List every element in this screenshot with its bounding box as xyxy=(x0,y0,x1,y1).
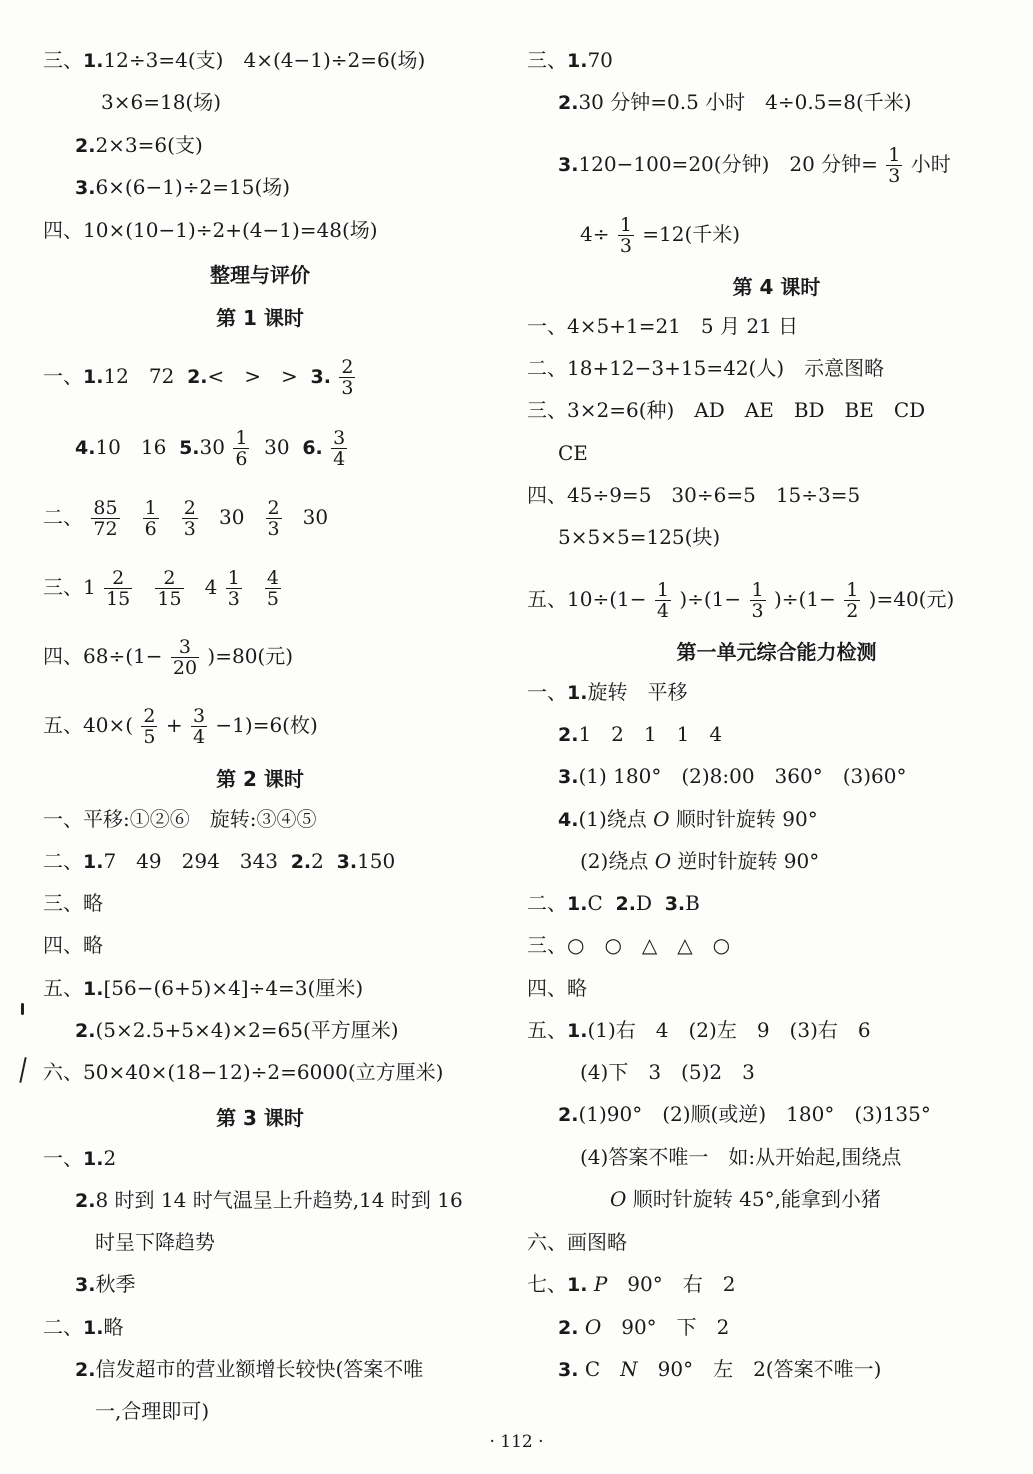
answer-line: 一、1.2 xyxy=(43,1146,117,1170)
fraction: $\frac{1}{4}$ xyxy=(656,579,669,622)
answer-line: 2.信发超市的营业额增长较快(答案不唯 xyxy=(75,1357,424,1381)
answer-line: 2. O 90° 下 2 xyxy=(558,1315,730,1339)
answer-line: 3.秋季 xyxy=(75,1272,136,1296)
answer-line: 一、1.12 72 2.< > > 3. $\frac{2}{3}$ xyxy=(43,356,354,399)
answer-line: 2.8 时到 14 时气温呈上升趋势,14 时到 16 xyxy=(75,1188,463,1212)
fraction: $\frac{1}{2}$ xyxy=(846,579,859,622)
fraction: $\frac{2}{5}$ xyxy=(143,705,156,748)
fraction: $\frac{3}{20}$ xyxy=(172,636,198,679)
answer-line: 2.30 分钟=0.5 小时 4÷0.5=8(千米) xyxy=(558,90,912,114)
section-heading: 整理与评价 xyxy=(210,263,310,287)
answer-line: 五、1.[56−(6+5)×4]÷4=3(厘米) xyxy=(43,976,364,1000)
fraction: $\frac{2}{3}$ xyxy=(341,356,354,399)
answer-line: 三、1 $\frac{2}{15}$ $\frac{2}{15}$ 4 $\frac{1}{3}$ $\frac{4}{5}$ xyxy=(43,567,279,610)
answer-line: 六、画图略 xyxy=(527,1230,627,1254)
fraction: $\frac{1}{3}$ xyxy=(227,567,240,610)
fraction: $\frac{2}{15}$ xyxy=(157,567,182,610)
answer-line: 四、略 xyxy=(527,976,587,1000)
fraction: $\frac{3}{4}$ xyxy=(192,705,206,748)
answer-line: CE xyxy=(558,441,588,465)
answer-line: 四、10×(10−1)÷2+(4−1)=48(场) xyxy=(43,218,378,242)
answer-line: 五、40×( $\frac{2}{5}$ + $\frac{3}{4}$ −1)=6(枚) xyxy=(43,705,318,748)
answer-line: 3.(1) 180° (2)8:00 360° (3)60° xyxy=(558,764,907,788)
fraction: $\frac{2}{3}$ xyxy=(267,497,280,540)
answer-line: (4)下 3 (5)2 3 xyxy=(580,1060,755,1084)
lesson-heading: 第 4 课时 xyxy=(732,275,821,299)
answer-line: (2)绕点 O 逆时针旋转 90° xyxy=(580,849,820,873)
answer-line: 二、1.7 49 294 343 2.2 3.150 xyxy=(43,849,396,873)
answer-line: 5×5×5=125(块) xyxy=(558,525,721,549)
fraction: $\frac{4}{5}$ xyxy=(266,567,279,610)
section-heading: 第一单元综合能力检测 xyxy=(676,640,877,664)
fraction: $\frac{85}{72}$ xyxy=(93,497,118,540)
answer-line: 2.(5×2.5+5×4)×2=65(平方厘米) xyxy=(75,1018,399,1042)
answer-line: 六、50×40×(18−12)÷2=6000(立方厘米) xyxy=(43,1060,444,1084)
answer-line: 2.2×3=6(支) xyxy=(75,133,203,157)
answer-line: 3.120−100=20(分钟) 20 分钟= $\frac{1}{3}$ 小时 xyxy=(558,144,951,187)
answer-line: 五、10÷(1− $\frac{1}{4}$ )÷(1− $\frac{1}{3}$ )÷(1− $\frac{1}{2}$ )=40(元) xyxy=(527,579,955,622)
fraction: $\frac{2}{3}$ xyxy=(183,497,196,540)
lesson-heading: 第 3 课时 xyxy=(216,1106,304,1130)
answer-line: 七、1. P 90° 右 2 xyxy=(527,1272,736,1296)
fraction: $\frac{1}{6}$ xyxy=(144,497,157,540)
scan-mark xyxy=(19,1057,26,1083)
answer-line: 4.10 16 5.30 $\frac{1}{6}$ 30 6. $\frac{3}{4}$ xyxy=(75,427,346,470)
answer-line: (4)答案不唯一 如:从开始起,围绕点 xyxy=(580,1145,902,1169)
scan-mark xyxy=(21,1003,24,1015)
answer-line: 四、68÷(1− $\frac{3}{20}$ )=80(元) xyxy=(43,636,294,679)
answer-line: 时呈下降趋势 xyxy=(95,1230,215,1254)
answer-line: 四、略 xyxy=(43,933,103,957)
answer-line: 2.(1)90° (2)顺(或逆) 180° (3)135° xyxy=(558,1102,931,1126)
answer-line: 4.(1)绕点 O 顺时针旋转 90° xyxy=(558,807,818,831)
answer-line: 一、1.旋转 平移 xyxy=(527,680,688,704)
answer-line: 五、1.(1)右 4 (2)左 9 (3)右 6 xyxy=(527,1018,871,1042)
answer-line: 一、平移:①②⑥ 旋转:③④⑤ xyxy=(43,807,317,831)
answer-line: 三、○ ○ △ △ ○ xyxy=(527,933,731,957)
answer-line: 二、 $\frac{85}{72}$ $\frac{1}{6}$ $\frac{2}{3}$ 30 $\frac{2}{3}$ 30 xyxy=(43,497,329,540)
fraction: $\frac{1}{3}$ xyxy=(751,579,764,622)
fraction: $\frac{2}{15}$ xyxy=(106,567,131,610)
answer-line: 3. C N 90° 左 2(答案不唯一) xyxy=(558,1357,882,1381)
answer-line: 二、1.略 xyxy=(43,1315,124,1339)
answer-line: 3.6×(6−1)÷2=15(场) xyxy=(75,175,291,199)
page-number: · 112 · xyxy=(489,1432,544,1452)
answer-line: 三、略 xyxy=(43,891,103,915)
lesson-heading: 第 2 课时 xyxy=(216,767,304,791)
answer-line: 4÷ $\frac{1}{3}$ =12(千米) xyxy=(580,214,741,257)
answer-line: 一,合理即可) xyxy=(95,1399,210,1423)
answer-line: 3×6=18(场) xyxy=(101,90,222,114)
answer-line: 三、1.12÷3=4(支) 4×(4−1)÷2=6(场) xyxy=(43,48,426,72)
answer-line: 二、1.C 2.D 3.B xyxy=(527,891,700,915)
answer-line: 二、18+12−3+15=42(人) 示意图略 xyxy=(527,356,885,380)
answer-line: 三、1.70 xyxy=(527,48,613,72)
fraction: $\frac{1}{3}$ xyxy=(888,144,901,187)
answer-line: 三、3×2=6(种) AD AE BD BE CD xyxy=(527,398,926,422)
fraction: $\frac{1}{3}$ xyxy=(619,214,632,257)
answer-line: 四、45÷9=5 30÷6=5 15÷3=5 xyxy=(527,483,861,507)
answer-line: 2.1 2 1 1 4 xyxy=(558,722,723,746)
answer-line: 一、4×5+1=21 5 月 21 日 xyxy=(527,314,799,338)
answer-line: O 顺时针旋转 45°,能拿到小猪 xyxy=(610,1187,881,1211)
fraction: $\frac{1}{6}$ xyxy=(235,427,248,470)
fraction: $\frac{3}{4}$ xyxy=(333,427,346,470)
lesson-heading: 第 1 课时 xyxy=(216,306,304,330)
